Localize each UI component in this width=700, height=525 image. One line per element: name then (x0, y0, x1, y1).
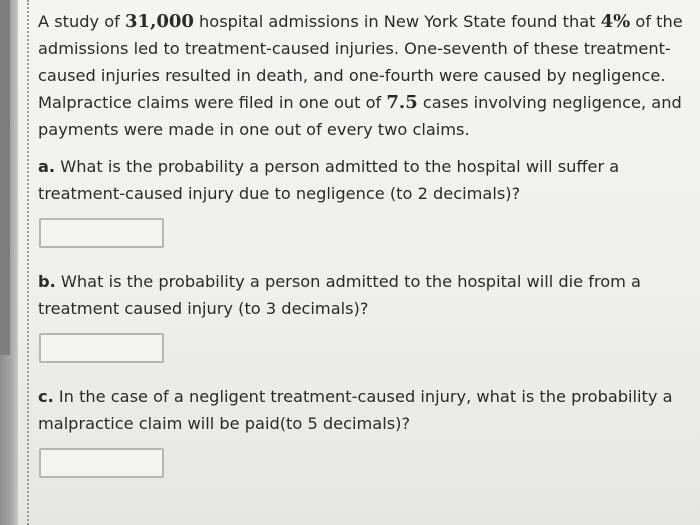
claim-ratio: 7.5 (386, 92, 418, 113)
problem-statement (38, 8, 694, 143)
question-c-text: In the case of a negligent treatment-caused injury, what is the probability a malpractice claim will be paid(to 5 decimals)? (38, 387, 673, 433)
intro-text-4: cases involving negligence, and payments were made in one out of every two claims. (38, 93, 682, 139)
intro-text-1: A study of (38, 12, 126, 31)
question-c-label: c. (38, 387, 54, 406)
question-c (38, 383, 694, 437)
question-b-label: b. (38, 272, 56, 291)
intro-text-2: hospital admissions in New York State found that (193, 12, 601, 31)
question-a-label: a. (38, 157, 56, 176)
answer-c-input[interactable] (39, 448, 164, 478)
intro-text-3: of the admissions led to treatment-caused injuries. One-seventh of these treatment-caused injuries resulted in death, and one-fourth were caused by negligence. Malpractice claims were filed in one out of (38, 12, 683, 112)
admissions-count: 31,000 (125, 11, 194, 32)
question-b (38, 268, 694, 322)
problem-content (38, 8, 694, 498)
question-a-text: What is the probability a person admitted to the hospital will suffer a treatment-caused injury due to negligence (to 2 decimals)? (38, 157, 620, 203)
answer-b-input[interactable] (39, 333, 164, 363)
question-b-text: What is the probability a person admitted to the hospital will die from a treatment caused injury (to 3 decimals)? (38, 272, 641, 318)
answer-a-input[interactable] (39, 218, 164, 248)
question-a (38, 153, 694, 207)
left-scrollbar-thumb[interactable] (0, 0, 10, 355)
injury-percent: 4% (600, 11, 631, 32)
dotted-border (27, 0, 29, 525)
